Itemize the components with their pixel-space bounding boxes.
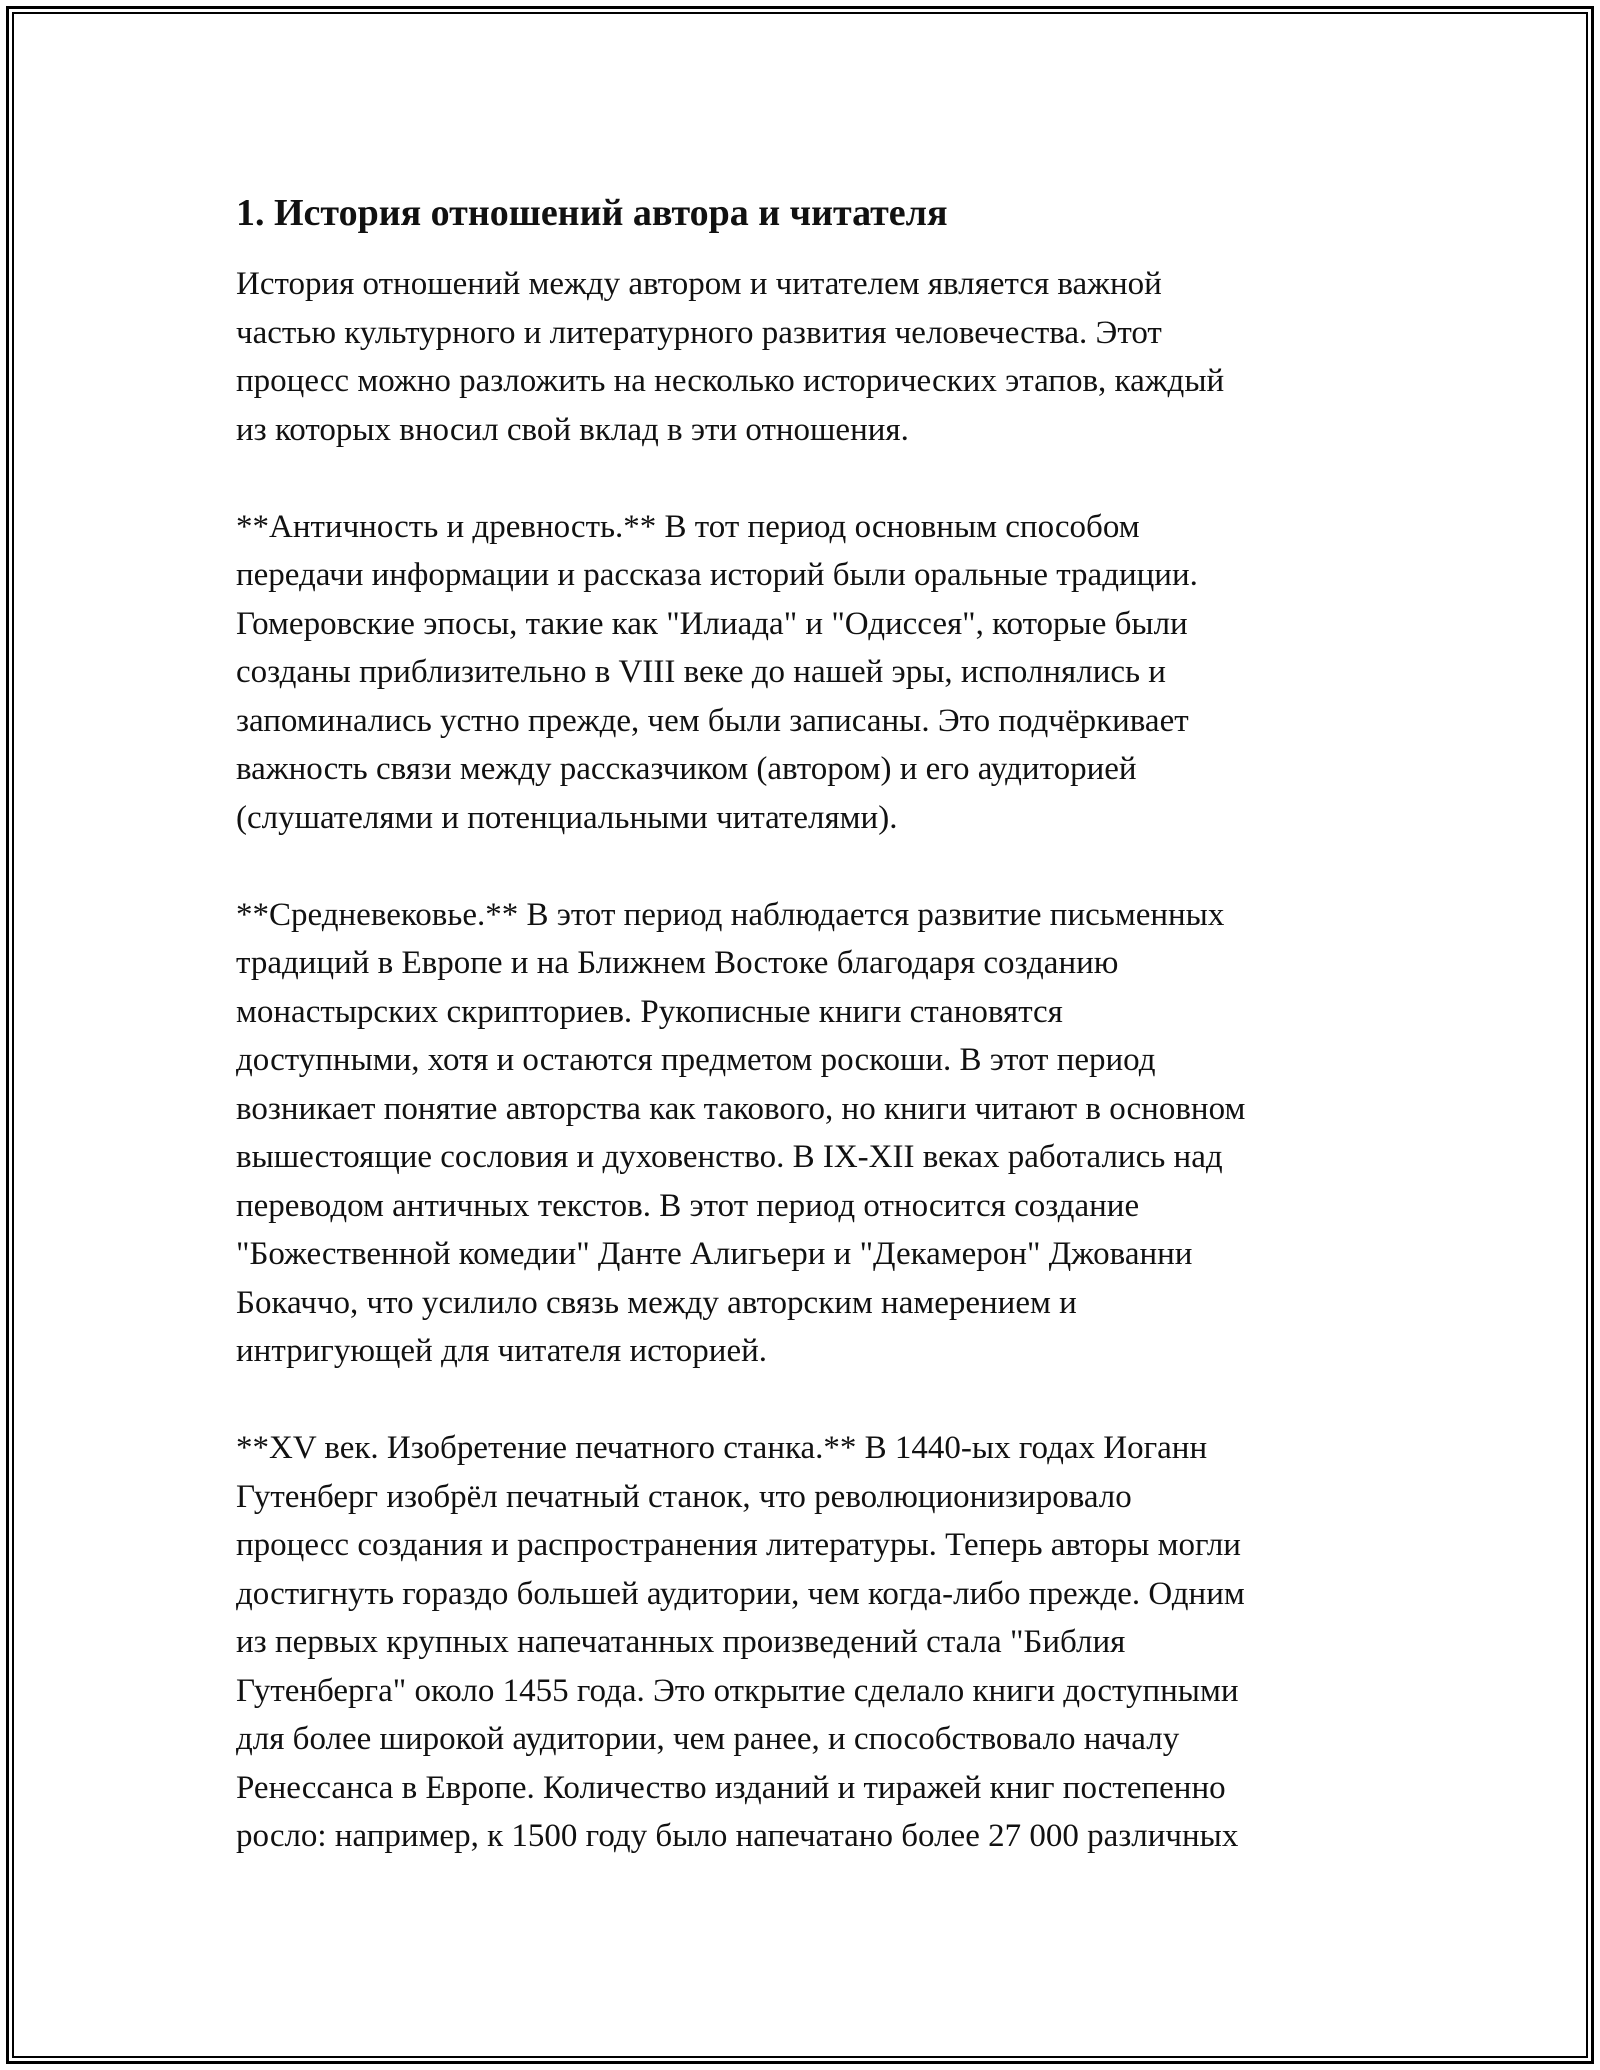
text-line: Гутенберг изобрёл печатный станок, что революционизировало [236, 1478, 1132, 1515]
text-line: росло: например, к 1500 году было напечатано более 27 000 различных [236, 1818, 1239, 1854]
text-line: процесс создания и распространения литературы. Теперь авторы могли [236, 1527, 1241, 1563]
text-line: созданы приблизительно в VIII веке до нашей эры, исполнялись и [236, 654, 1166, 690]
text-line: запоминались устно прежде, чем были записаны. Это подчёркивает [236, 702, 1189, 739]
text-line: **Античность и древность.** В тот период основным способом [236, 508, 1140, 545]
text-line: вышестоящие сословия и духовенство. В IX-XII веках работались над [236, 1139, 1223, 1175]
text-line: Гутенберга" около 1455 года. Это открытие сделало книги доступными [236, 1672, 1239, 1709]
text-line: (слушателями и потенциальными читателями). [236, 799, 898, 836]
text-line: Бокаччо, что усилило связь между авторским намерением и [236, 1284, 1077, 1321]
paragraph-printing-press [236, 1424, 1376, 1861]
text-line: доступными, хотя и остаются предметом роскоши. В этот период [236, 1042, 1156, 1078]
text-line: частью культурного и литературного развития человечества. Этот [236, 314, 1162, 351]
text-line: переводом античных текстов. В этот период относится создание [236, 1187, 1140, 1224]
text-line: из которых вносил свой вклад в эти отношения. [236, 411, 909, 448]
text-line: процесс можно разложить на несколько исторических этапов, каждый [236, 363, 1225, 399]
text-line: достигнуть гораздо большей аудитории, чем когда-либо прежде. Одним [236, 1575, 1245, 1612]
text-line: История отношений между автором и читателем является важной [236, 266, 1162, 302]
text-line: для более широкой аудитории, чем ранее, и способствовало началу [236, 1721, 1180, 1757]
paragraph-antiquity [236, 503, 1376, 843]
text-line: Ренессанса в Европе. Количество изданий и тиражей книг постепенно [236, 1769, 1226, 1806]
paragraph-intro [236, 260, 1376, 454]
text-line: **Средневековье.** В этот период наблюдается развитие письменных [236, 896, 1225, 933]
text-line: традиций в Европе и на Ближнем Востоке благодаря созданию [236, 945, 1119, 981]
text-line: Гомеровские эпосы, такие как "Илиада" и "Одиссея", которые были [236, 605, 1188, 642]
text-line: интригующей для читателя историей. [236, 1333, 767, 1369]
text-line: из первых крупных напечатанных произведений стала "Библия [236, 1624, 1126, 1660]
text-line: возникает понятие авторства как такового, но книги читают в основном [236, 1090, 1246, 1127]
paragraph-middle-ages [236, 891, 1376, 1376]
text-line: **XV век. Изобретение печатного станка.** В 1440-ых годах Иоганн [236, 1430, 1208, 1466]
text-line: важность связи между рассказчиком (автором) и его аудиторией [236, 751, 1137, 787]
document-body [236, 186, 1376, 1909]
text-line: передачи информации и рассказа историй были оральные традиции. [236, 557, 1198, 593]
text-line: монастырских скрипториев. Рукописные книги становятся [236, 993, 1063, 1030]
section-heading: 1. История отношений автора и читателя [236, 192, 948, 234]
text-line: "Божественной комедии" Данте Алигьери и "Декамерон" Джованни [236, 1236, 1193, 1272]
